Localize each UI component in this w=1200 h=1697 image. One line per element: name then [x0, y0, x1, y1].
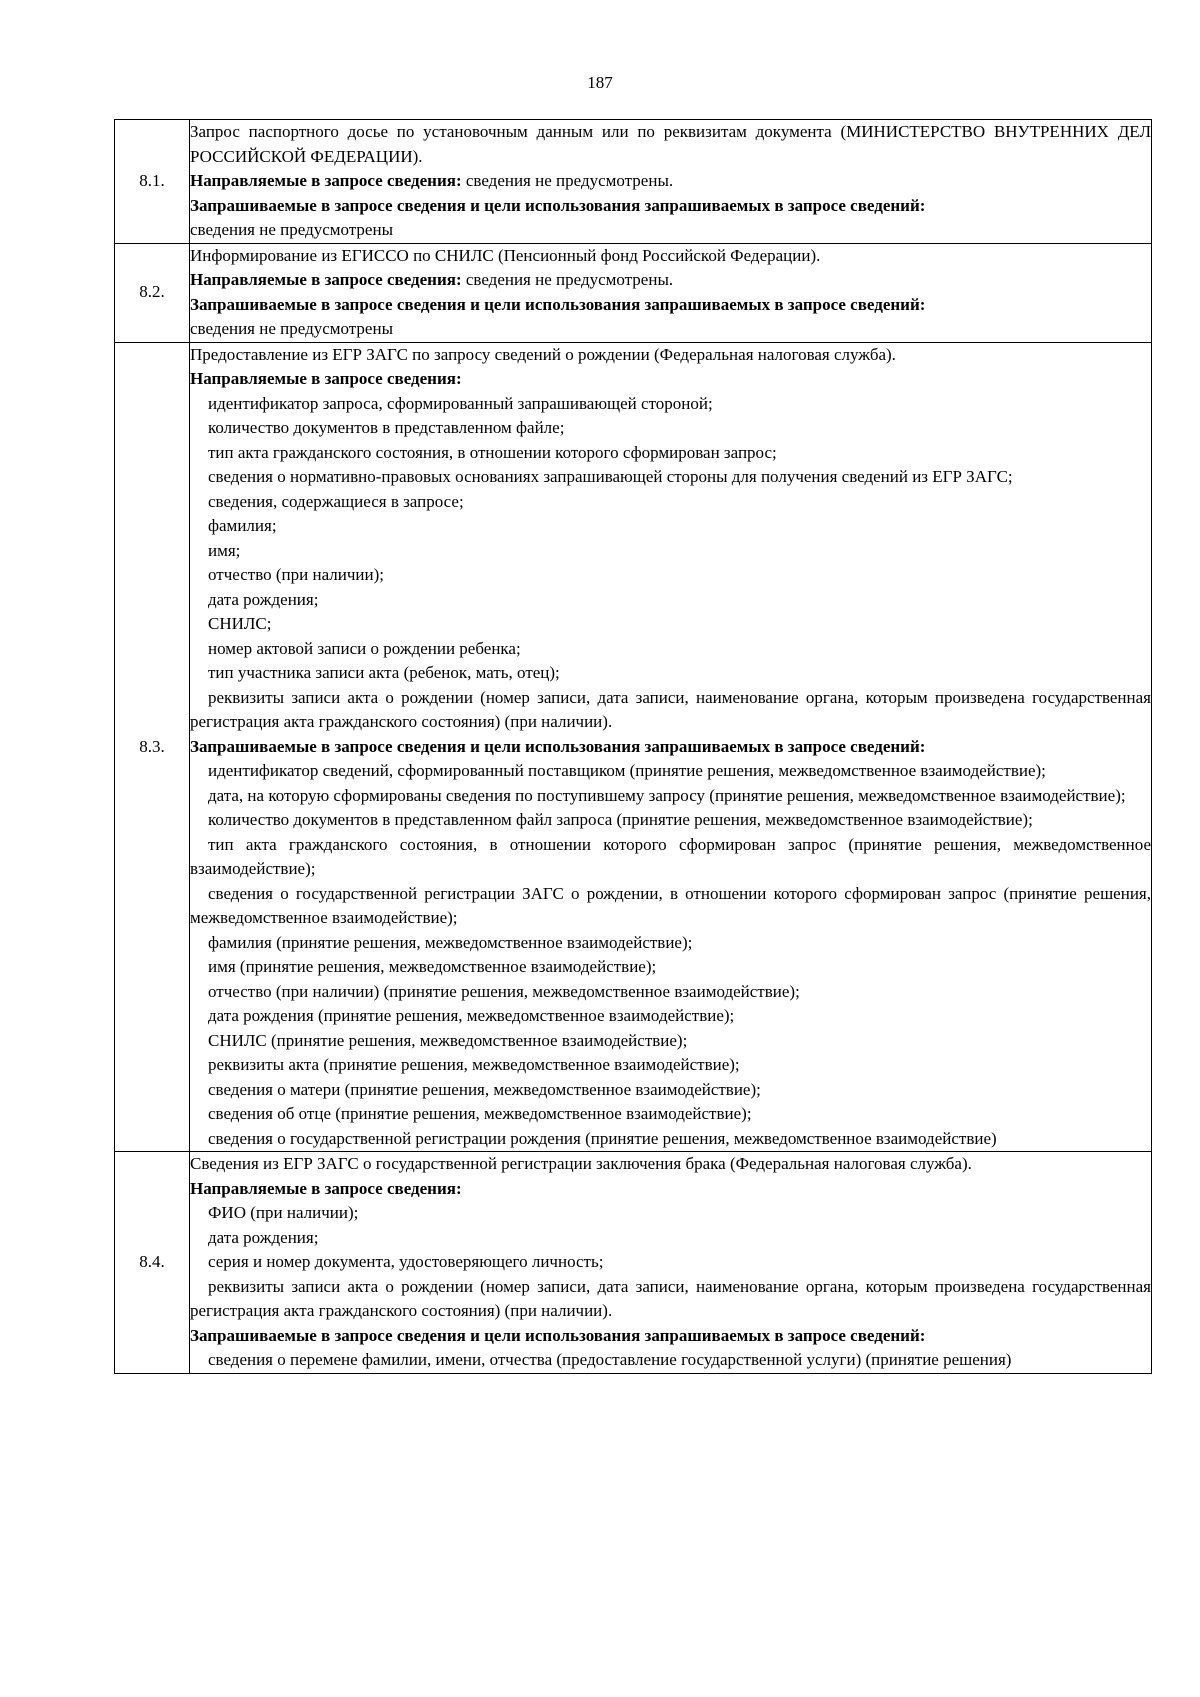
row-content — [190, 120, 1152, 244]
list-item: отчество (при наличии); — [208, 565, 384, 584]
row-title: Информирование из ЕГИССО по СНИЛС (Пенсионный фонд Российской Федерации). — [190, 245, 821, 265]
requested-text: сведения не предусмотрены — [190, 220, 393, 239]
row-number: 8.4. — [115, 1152, 190, 1374]
list-item: тип акта гражданского состояния, в отношении которого сформирован запрос (принятие решения, межведомственное взаимодействие); — [190, 834, 1151, 878]
page-number: 187 — [587, 73, 613, 92]
list-item: дата, на которую сформированы сведения по поступившему запросу (принятие решения, межведомственное взаимодействие); — [208, 785, 1126, 805]
row-number: 8.3. — [115, 342, 190, 1152]
requested-label: Запрашиваемые в запросе сведения и цели использования запрашиваемых в запросе сведений: — [190, 1325, 926, 1345]
list-item: сведения о нормативно-правовых основаниях запрашивающей стороны для получения сведений из ЕГР ЗАГС; — [208, 467, 1013, 486]
row-number: 8.2. — [115, 243, 190, 342]
row-content — [190, 1152, 1152, 1374]
list-item: идентификатор запроса, сформированный запрашивающей стороной; — [208, 393, 713, 413]
list-item: СНИЛС (принятие решения, межведомственное взаимодействие); — [208, 1030, 688, 1050]
list-item: реквизиты акта (принятие решения, межведомственное взаимодействие); — [208, 1055, 740, 1074]
list-item: идентификатор сведений, сформированный поставщиком (принятие решения, межведомственное взаимодействие); — [208, 761, 1046, 780]
row-title: Запрос паспортного досье по установочным данным или по реквизитам документа (МИНИСТЕРСТВО ВНУТРЕННИХ ДЕЛ РОССИЙСКОЙ ФЕДЕРАЦИИ). — [190, 122, 1151, 166]
list-item: сведения о государственной регистрации рождения (принятие решения, межведомственное взаимодействие) — [208, 1128, 997, 1148]
list-item: СНИЛС; — [208, 614, 272, 633]
sent-label: Направляемые в запросе сведения: — [190, 1178, 462, 1198]
sent-info — [190, 169, 1151, 194]
table-row — [115, 342, 1152, 1152]
list-item: количество документов в представленном файле; — [208, 418, 565, 437]
list-item: сведения об отце (принятие решения, межведомственное взаимодействие); — [208, 1104, 752, 1123]
sent-text: сведения не предусмотрены. — [461, 171, 674, 190]
sent-label: Направляемые в запросе сведения: — [190, 270, 462, 289]
requested-label: Запрашиваемые в запросе сведения и цели использования запрашиваемых в запросе сведений: — [190, 195, 926, 215]
list-item: имя (принятие решения, межведомственное взаимодействие); — [208, 957, 657, 976]
list-item: сведения о перемене фамилии, имени, отчества (предоставление государственной услуги) (принятие решения) — [208, 1350, 1012, 1369]
requested-text: сведения не предусмотрены — [190, 319, 393, 338]
list-item: реквизиты записи акта о рождении (номер записи, дата записи, наименование органа, которым произведена государственная регистрация акта гражданского состояния) (при наличии). — [190, 687, 1151, 731]
requested-label: Запрашиваемые в запросе сведения и цели использования запрашиваемых в запросе сведений: — [190, 294, 926, 314]
sent-text: сведения не предусмотрены. — [461, 270, 674, 289]
list-item: фамилия; — [208, 516, 277, 535]
requests-table — [114, 119, 1152, 1374]
list-item: сведения о государственной регистрации ЗАГС о рождении, в отношении которого сформирован запрос (принятие решения, межведомственное взаимодействие); — [190, 883, 1151, 927]
table-row — [115, 243, 1152, 342]
sent-label: Направляемые в запросе сведения: — [190, 369, 462, 388]
list-item: сведения о матери (принятие решения, межведомственное взаимодействие); — [208, 1079, 761, 1099]
list-item: ФИО (при наличии); — [208, 1203, 359, 1222]
sent-items-list — [190, 392, 1151, 735]
list-item: реквизиты записи акта о рождении (номер записи, дата записи, наименование органа, которым произведена государственная регистрация акта гражданского состояния) (при наличии). — [190, 1276, 1151, 1320]
list-item: количество документов в представленном файл запроса (принятие решения, межведомственное взаимодействие); — [208, 810, 1033, 829]
requested-label: Запрашиваемые в запросе сведения и цели использования запрашиваемых в запросе сведений: — [190, 736, 926, 756]
requested-items-list — [190, 1348, 1151, 1373]
list-item: имя; — [208, 540, 241, 560]
list-item: номер актовой записи о рождении ребенка; — [208, 638, 521, 658]
list-item: тип участника записи акта (ребенок, мать, отец); — [208, 663, 560, 682]
list-item: серия и номер документа, удостоверяющего личность; — [208, 1252, 604, 1271]
row-content — [190, 243, 1152, 342]
table-row — [115, 120, 1152, 244]
row-title: Предоставление из ЕГР ЗАГС по запросу сведений о рождении (Федеральная налоговая служба). — [190, 344, 896, 364]
sent-items-list — [190, 1201, 1151, 1324]
row-number: 8.1. — [115, 120, 190, 244]
list-item: дата рождения; — [208, 589, 319, 609]
list-item: тип акта гражданского состояния, в отношении которого сформирован запрос; — [208, 442, 777, 462]
list-item: отчество (при наличии) (принятие решения, межведомственное взаимодействие); — [208, 981, 800, 1001]
list-item: фамилия (принятие решения, межведомственное взаимодействие); — [208, 932, 693, 952]
row-title: Сведения из ЕГР ЗАГС о государственной регистрации заключения брака (Федеральная налоговая служба). — [190, 1154, 972, 1173]
table-row — [115, 1152, 1152, 1374]
sent-info — [190, 268, 1151, 293]
list-item: дата рождения (принятие решения, межведомственное взаимодействие); — [208, 1006, 735, 1025]
row-content — [190, 342, 1152, 1152]
list-item: сведения, содержащиеся в запросе; — [208, 491, 464, 511]
list-item: дата рождения; — [208, 1227, 319, 1247]
sent-label: Направляемые в запросе сведения: — [190, 171, 462, 190]
requested-items-list — [190, 759, 1151, 1151]
